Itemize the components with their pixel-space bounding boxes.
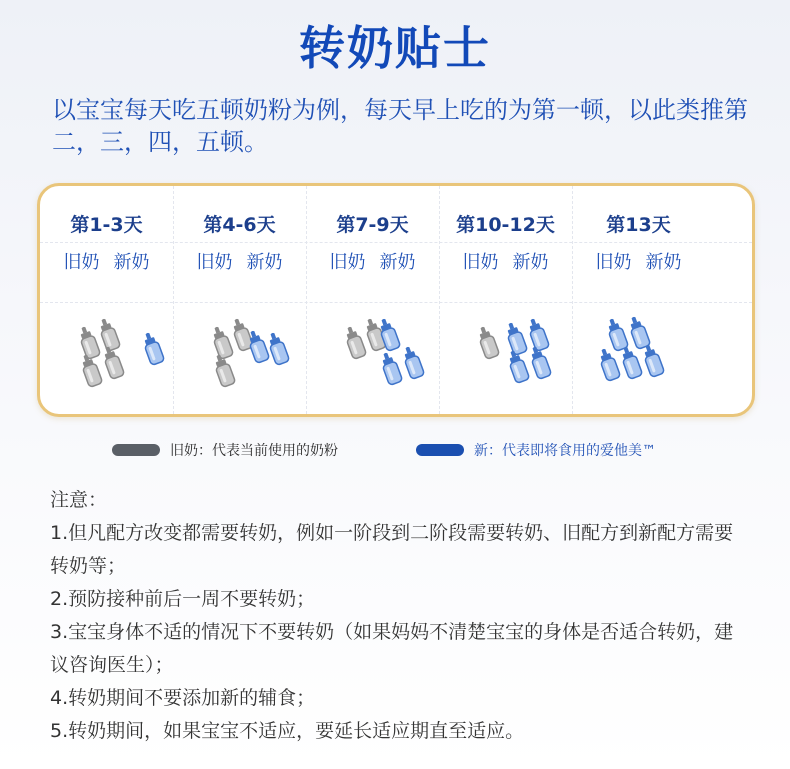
- notes-heading: 注意：: [50, 489, 108, 511]
- note-item: 2.预防接种前后一周不要转奶；: [50, 588, 316, 610]
- stage-label: 第13天: [606, 214, 671, 236]
- legend-old-swatch: [112, 444, 160, 456]
- old-milk-label: 旧奶: [329, 252, 366, 273]
- legend-new: [416, 440, 656, 460]
- note-item: 1.但凡配方改变都需要转奶，例如一阶段到二阶段需要转奶、旧配方到新配方需要转奶等；: [50, 522, 734, 577]
- stage-label: 第7-9天: [336, 214, 409, 236]
- stage-label: 第1-3天: [70, 214, 143, 236]
- stage-label: 第4-6天: [203, 214, 276, 236]
- old-milk-label: 旧奶: [462, 252, 499, 273]
- legend-old: [112, 440, 338, 460]
- old-milk-label: 旧奶: [595, 252, 632, 273]
- bottle-icon: [472, 323, 504, 362]
- stage-column: [306, 186, 440, 414]
- legend-new-swatch: [416, 444, 464, 456]
- new-milk-label: 新奶: [379, 252, 416, 273]
- legend-new-text: 新：代表即将食用的爱他美™: [474, 443, 656, 459]
- bottle-icon: [137, 329, 169, 368]
- old-milk-label: 旧奶: [196, 252, 233, 273]
- note-item: 4.转奶期间不要添加新的辅食；: [50, 687, 316, 709]
- legend-old-text: 旧奶：代表当前使用的奶粉: [170, 443, 338, 459]
- page-title: 转奶贴士: [299, 21, 491, 75]
- bottle-icon: [262, 329, 294, 368]
- intro-text: 以宝宝每天吃五顿奶粉为例，每天早上吃的为第一顿，以此类推第二，三，四，五顿。: [52, 96, 748, 156]
- stage-column: [40, 186, 174, 414]
- transition-table: [37, 183, 755, 417]
- note-item: 5.转奶期间，如果宝宝不适应，要延长适应期直至适应。: [50, 720, 525, 742]
- bottle-icon: [208, 351, 240, 390]
- stage-column: [173, 186, 307, 414]
- stage-column: [439, 186, 573, 414]
- new-milk-label: 新奶: [113, 252, 150, 273]
- stage-column: [572, 186, 705, 414]
- notes-section: [50, 484, 750, 748]
- new-milk-label: 新奶: [246, 252, 283, 273]
- old-milk-label: 旧奶: [63, 252, 100, 273]
- stage-label: 第10-12天: [456, 214, 555, 236]
- new-milk-label: 新奶: [645, 252, 682, 273]
- note-item: 3.宝宝身体不适的情况下不要转奶（如果妈妈不清楚宝宝的身体是否适合转奶，建议咨询医生）；: [50, 621, 734, 676]
- new-milk-label: 新奶: [512, 252, 549, 273]
